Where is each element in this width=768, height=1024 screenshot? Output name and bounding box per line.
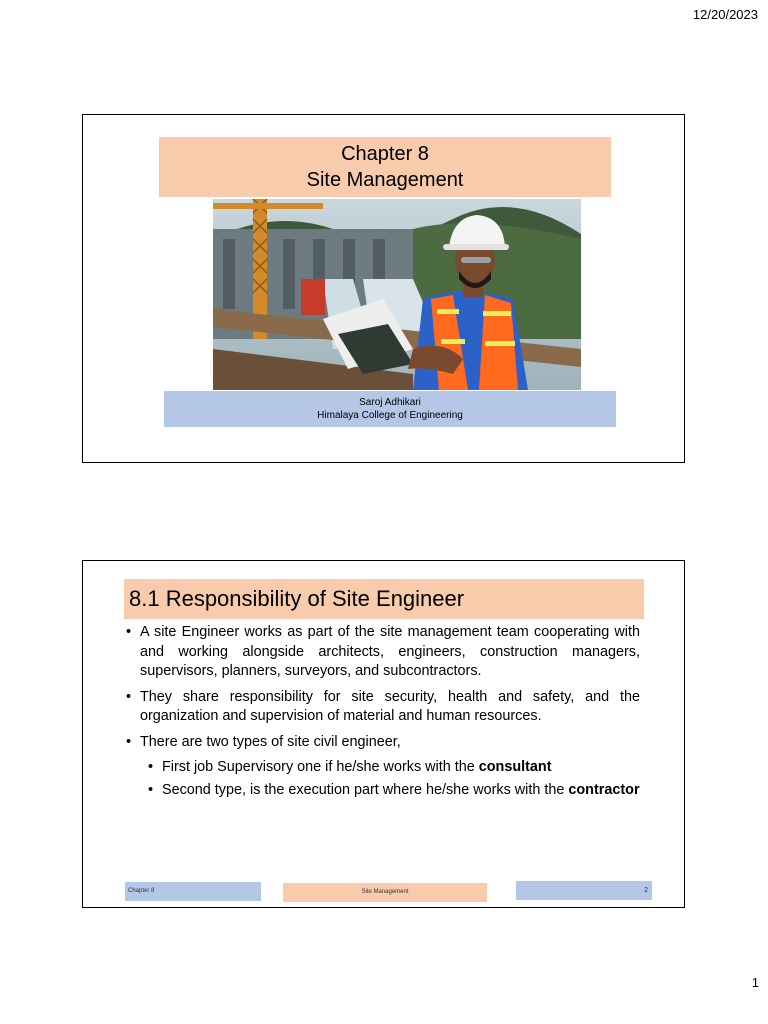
- footer-title: Site Management: [283, 883, 487, 902]
- sub-bullet-item: [126, 781, 640, 801]
- slide-responsibility: [82, 560, 685, 908]
- sub-bullet-item: [126, 758, 640, 778]
- institution-name: Himalaya College of Engineering: [317, 410, 463, 421]
- bullet-item: • There are two types of site civil engineer,: [126, 733, 640, 753]
- sub-bullet-emphasis: consultant: [478, 759, 552, 775]
- chapter-subtitle: Site Management: [306, 169, 464, 191]
- sub-bullet-text: Second type, is the execution part where he/she works with the: [162, 781, 569, 798]
- slide-heading: 8.1 Responsibility of Site Engineer: [124, 579, 644, 619]
- chapter-title: Chapter 8: [341, 143, 429, 165]
- author-name: Saroj Adhikari: [359, 397, 421, 408]
- slide-content: [126, 623, 640, 803]
- print-date: 12/20/2023: [692, 7, 758, 22]
- title-box: [159, 137, 611, 197]
- slide-title: [82, 114, 685, 463]
- bullet-item: • A site Engineer works as part of the site management team cooperating with and working alongside architects, engineers, construction managers, supervisors, planners, surveyors, and subcontractors.: [126, 623, 640, 682]
- footer-slide-number: 2: [516, 881, 652, 900]
- sub-bullet-emphasis: contractor: [568, 781, 640, 798]
- footer-chapter: Chapter 8: [125, 882, 261, 901]
- sub-bullet-text: First job Supervisory one if he/she works with the: [162, 759, 479, 775]
- bullet-item: • They share responsibility for site security, health and safety, and the organization and supervision of material and human resources.: [126, 688, 640, 727]
- construction-engineer-photo: [213, 199, 581, 390]
- author-box: [164, 391, 616, 427]
- page-number: 1: [751, 975, 759, 990]
